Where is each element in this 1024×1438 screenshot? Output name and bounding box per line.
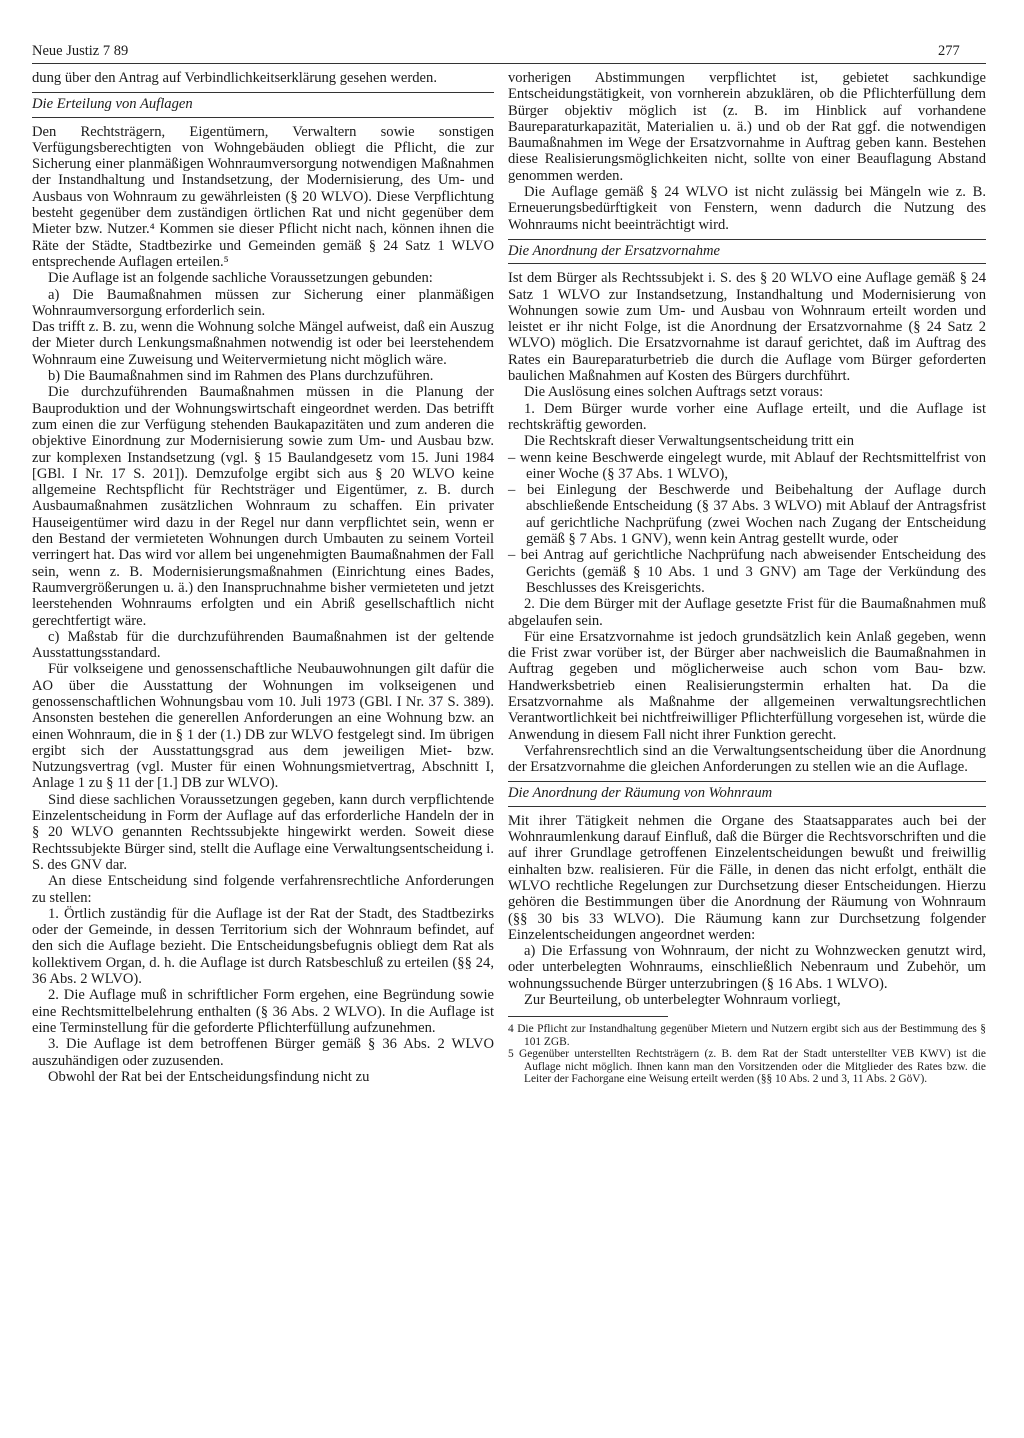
- dash-list-item: – bei Antrag auf gerichtliche Nachprüfung nach abweisender Entscheidung des Gerichts (gemäß § 10 Abs. 1 und 3 GNV) am Tage der Verkündung des Beschlusses des Kreisgerichts.: [508, 547, 986, 596]
- section-heading: Die Anordnung der Ersatzvornahme: [508, 239, 986, 264]
- paragraph: Die Rechtskraft dieser Verwaltungsentscheidung tritt ein: [524, 433, 855, 450]
- paragraph: Zur Beurteilung, ob unterbelegter Wohnraum vorliegt,: [524, 992, 841, 1009]
- paragraph: An diese Entscheidung sind folgende verfahrensrechtliche Anforderungen zu stellen:: [32, 873, 494, 906]
- paragraph: Sind diese sachlichen Voraussetzungen gegeben, kann durch verpflichtende Einzelentscheidung in Form der Auflage auf das erforderliche Handeln der in § 20 WLVO genannten Rechtssubjekte hingewirkt werden. Soweit diese Rechtssubjekte Bürger sind, stellt die Auflage eine Verwaltungsentscheidung i. S. des GNV dar.: [32, 791, 494, 873]
- footnote: 4 Die Pflicht zur Instandhaltung gegenüber Mietern und Nutzern ergibt sich aus der Bestimmung des § 101 ZGB.: [508, 1023, 986, 1048]
- paragraph: vorherigen Abstimmungen verpflichtet ist, gebietet sachkundige Entscheidungstätigkeit, von vornherein abzuklären, ob die Pflichterfüllung dem Bürger objektiv möglich ist (z. B. im Hinblick auf vorhandene Baureparaturkapazität, Materialien u. ä.) und ob der Rat ggf. die notwendigen Baumaßnahmen im Wege der Ersatzvornahme in Auftrag geben kann. Bestehen diese Realisierungsmöglichkeiten nicht, sollte von einer Beauflagung Abstand genommen werden.: [508, 70, 986, 184]
- paragraph: Mit ihrer Tätigkeit nehmen die Organe des Staatsapparates auch bei der Wohnraumlenkung darauf Einfluß, daß die Bürger die Rechtsvorschriften und die auf ihrer Grundlage getroffenen Einzelentscheidungen bewußt und freiwillig einhalten bzw. realisieren. Für die Fälle, in denen das nicht erfolgt, enthält die WLVO rechtliche Regelungen zur Durchsetzung dieser Entscheidungen. Hierzu gehören die Bestimmungen über die Anordnung der Räumung von Wohnraum (§§ 30 bis 33 WLVO). Die Räumung kann zur Durchsetzung folgender Einzelentscheidungen angeordnet werden:: [508, 812, 986, 943]
- paragraph: dung über den Antrag auf Verbindlichkeitserklärung gesehen werden.: [32, 70, 437, 86]
- footnote: 5 Gegenüber unterstellten Rechtsträgern (z. B. dem Rat der Stadt unterstellter VEB KWV) ist die Auflage nicht möglich. Ihnen kann man den Vorsitzenden oder die Mitglieder des Rates bzw. die Leiter der Fachorgane eine Weisung erteilt werden (§§ 10 Abs. 2 und 3, 11 Abs. 2 GöV).: [508, 1048, 986, 1085]
- page-number: 277: [938, 43, 960, 59]
- paragraph: Für eine Ersatzvornahme ist jedoch grundsätzlich kein Anlaß gegeben, wenn die Frist zwar vorüber ist, der Bürger aber nachweislich die Baumaßnahmen in Auftrag gegeben und möglicherweise auch schon vom Bau- bzw. Handwerksbetrieb einen Realisierungstermin erhalten hat. Da die Ersatzvornahme als Maßnahme der allgemeinen verwaltungsrechtlichen Verantwortlichkeit bei nichtfreiwilliger Pflichterfüllung vorgesehen ist, würde die Anwendung in diesem Fall nicht ihrer Funktion gerecht.: [508, 628, 986, 743]
- paragraph: Den Rechtsträgern, Eigentümern, Verwaltern sowie sonstigen Verfügungsberechtigten von Wohngebäuden obliegt die Pflicht, die zur Sicherung einer planmäßigen Wohnraumversorgung notwendigen Maßnahmen der Instandhaltung und Instandsetzung, der Modernisierung, des Um- und Ausbaus von Wohnraum zu gewährleisten (§ 20 WLVO). Diese Verpflichtung besteht gegenüber dem zuständigen örtlichen Rat und nicht gegenüber dem Mieter bzw. Nutzer.⁴ Kommen sie dieser Pflicht nicht nach, können ihnen die Räte der Städte, Stadtbezirke und Gemeinden gemäß § 24 Satz 1 WLVO entsprechende Auflagen erteilen.⁵: [32, 123, 494, 270]
- paragraph: 1. Örtlich zuständig für die Auflage ist der Rat der Stadt, des Stadtbezirks oder der Gemeinde, in dessen Territorium sich der Wohnraum befindet, auf den sich die Auflage bezieht. Die Entscheidungsbefugnis obliegt dem Rat als kollektivem Organ, d. h. die Auflage ist durch Ratsbeschluß zu erteilen (§§ 24, 36 Abs. 2 WLVO).: [32, 905, 494, 988]
- paragraph: Die durchzuführenden Baumaßnahmen müssen in die Planung der Bauproduktion und der Wohnungswirtschaft eingeordnet werden. Das betrifft zum einen die zur Verfügung stehenden Baukapazitäten und zum anderen die objektive Einordnung zur Modernisierung sowie zum Um- und Ausbau bzw. zur komplexen Instandsetzung (vgl. § 15 Baulandgesetz vom 15. Juni 1984 [GBl. I Nr. 17 S. 201]). Demzufolge ergibt sich aus § 20 WLVO keine allgemeine Rechtspflicht für Rechtsträger und Eigentümer, z. B. durch Ausbaumaßnahmen zusätzlichen Wohnraum zu schaffen. Ein privater Hauseigentümer wird dazu in der Regel nur dann verpflichtet sein, wenn er den Bestand der vermieteten Wohnungen durch Umbauten zu seinem Vorteil verringert hat. Das wird vor allem bei ungenehmigten Baumaßnahmen der Fall sein, wenn z. B. Modernisierungsmaßnahmen (Einrichtung eines Bades, Raumvergrößerungen u. ä.) den Inanspruchnahme bisher vermieteten und jetzt leerstehenden Wohnraums erfolgten und ein Abriß gesellschaftlich nicht gerechtfertigt wäre.: [32, 384, 494, 629]
- paragraph: Die Auslösung eines solchen Auftrags setzt voraus:: [524, 384, 824, 401]
- section-heading: Die Anordnung der Räumung von Wohnraum: [508, 781, 986, 806]
- paragraph: Die Auflage gemäß § 24 WLVO ist nicht zulässig bei Mängeln wie z. B. Erneuerungsbedürftigkeit von Fenstern, wenn dadurch die Nutzung des Wohnraums nicht beeinträchtigt wird.: [508, 184, 986, 233]
- paragraph: Das trifft z. B. zu, wenn die Wohnung solche Mängel aufweist, daß ein Auszug der Mieter durch Lenkungsmaßnahmen notwendig ist oder bei leerstehendem Wohnraum eine Zuweisung und Weitervermietung nicht möglich wäre.: [32, 319, 494, 368]
- paragraph: Obwohl der Rat bei der Entscheidungsfindung nicht zu: [48, 1068, 370, 1085]
- paragraph: 3. Die Auflage ist dem betroffenen Bürger gemäß § 36 Abs. 2 WLVO auszuhändigen oder zuzusenden.: [32, 1036, 494, 1069]
- dash-list-item: – bei Einlegung der Beschwerde und Beibehaltung der Auflage durch abschließende Entscheidung (§ 37 Abs. 3 WLVO) mit Ablauf der Antragsfrist auf gerichtliche Nachprüfung (zwei Wochen nach Zugang der Entscheidung gemäß § 7 Abs. 1 GNV), wenn kein Antrag gestellt wurde, oder: [508, 482, 986, 548]
- header-rule: [32, 63, 986, 64]
- right-column-body: [508, 70, 986, 1008]
- paragraph: Verfahrensrechtlich sind an die Verwaltungsentscheidung über die Anordnung der Ersatzvornahme die gleichen Anforderungen zu stellen wie an die Auflage.: [508, 742, 986, 776]
- paragraph: c) Maßstab für die durchzuführenden Baumaßnahmen ist der geltende Ausstattungsstandard.: [32, 628, 494, 662]
- paragraph: 1. Dem Bürger wurde vorher eine Auflage erteilt, und die Auflage ist rechtskräftig geworden.: [508, 400, 986, 433]
- section-heading: Die Erteilung von Auflagen: [32, 92, 494, 117]
- paragraph: a) Die Erfassung von Wohnraum, der nicht zu Wohnzwecken genutzt wird, oder unterbelegten Wohnraums, einschließlich Nebenraum und Zubehör, um wohnungssuchende Bürger unterzubringen (§ 16 Abs. 1 WLVO).: [508, 943, 986, 992]
- paragraph: 2. Die dem Bürger mit der Auflage gesetzte Frist für die Baumaßnahmen muß abgelaufen sein.: [508, 596, 986, 629]
- paragraph: Für volkseigene und genossenschaftliche Neubauwohnungen gilt dafür die AO über die Ausstattung der Wohnungen im volkseigenen und genossenschaftlichen Wohnungsbau vom 10. Juli 1973 (GBl. I Nr. 37 S. 389). Ansonsten bestehen die generellen Anforderungen an eine Wohnung bzw. an einen Wohnraum, die in § 1 der (1.) DB zur WLVO festgelegt sind. Im übrigen ergibt sich der Ausstattungsgrad aus dem jeweiligen Miet- bzw. Nutzungsvertrag (vgl. Muster für einen Wohnungsmietvertrag, Abschnitt I, Anlage 1 zu § 11 der [1.] DB zur WLVO).: [32, 661, 494, 792]
- journal-title: Neue Justiz 7 89: [32, 43, 129, 59]
- footnote-rule: [508, 1016, 668, 1017]
- paragraph: b) Die Baumaßnahmen sind im Rahmen des Plans durchzuführen.: [48, 368, 434, 385]
- paragraph: Die Auflage ist an folgende sachliche Voraussetzungen gebunden:: [48, 270, 433, 287]
- paragraph: 2. Die Auflage muß in schriftlicher Form ergehen, eine Begründung sowie eine Rechtsmittelbelehrung enthalten (§ 36 Abs. 2 WLVO). In die Auflage ist eine Terminstellung für die geforderte Pflichterfüllung aufzunehmen.: [32, 987, 494, 1036]
- dash-list-item: – wenn keine Beschwerde eingelegt wurde, mit Ablauf der Rechtsmittelfrist von einer Woche (§ 37 Abs. 1 WLVO),: [508, 449, 986, 482]
- paragraph: Ist dem Bürger als Rechtssubjekt i. S. des § 20 WLVO eine Auflage gemäß § 24 Satz 1 WLVO zur Instandsetzung, Instandhaltung und Modernisierung von Wohnungen sowie zum Um- und Ausbau von Wohnraum erteilt worden und leistet er ihr nicht Folge, ist die Anordnung der Ersatzvornahme (§ 24 Satz 2 WLVO) möglich. Die Ersatzvornahme ist darauf gerichtet, daß im Auftrag des Rates ein Baureparaturbetrieb die durch die Auflage vom Bürger geforderten baulichen Maßnahmen auf Kosten des Bürgers durchführt.: [508, 270, 986, 385]
- paragraph: a) Die Baumaßnahmen müssen zur Sicherung einer planmäßigen Wohnraumversorgung erforderlich sein.: [32, 286, 494, 319]
- footnotes: [508, 1023, 986, 1085]
- left-column: [32, 70, 494, 1085]
- right-column: [508, 70, 986, 1085]
